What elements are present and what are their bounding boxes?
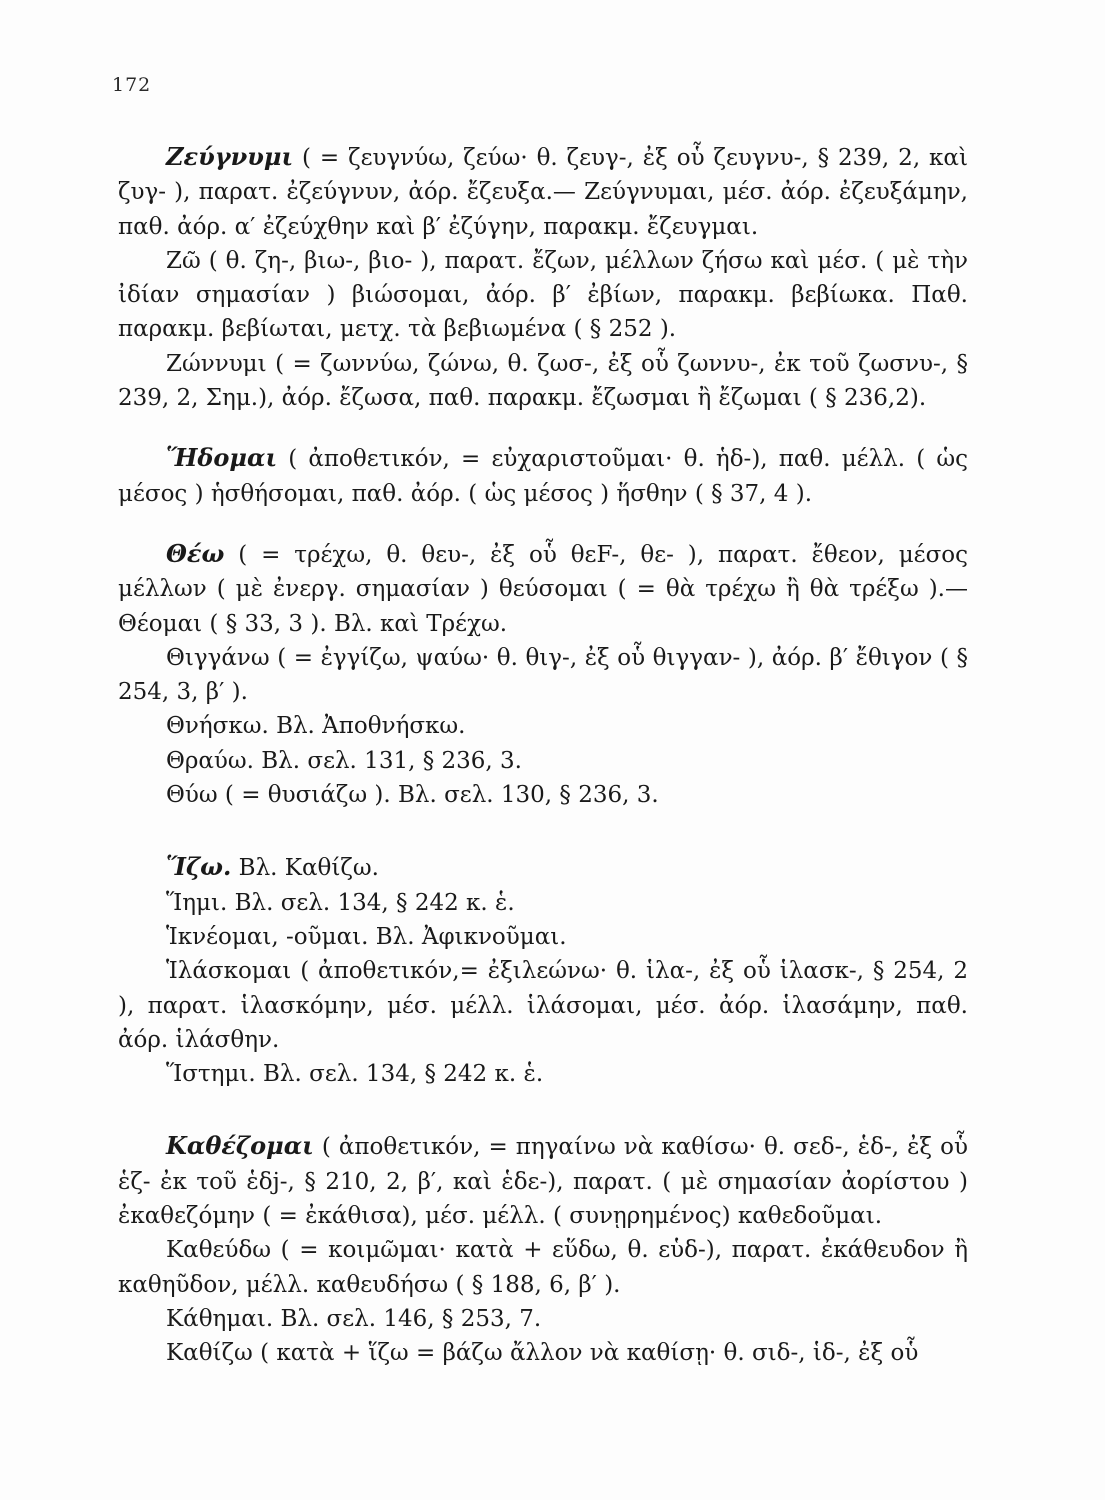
entry-hikneomai: Ἱκνέομαι, -οῦμαι. Βλ. Ἀφικνοῦμαι. <box>166 923 567 950</box>
entry-zo: Ζῶ ( θ. ζη-, βιω-, βιο- ), παρατ. ἔζων, μέλλων ζήσω καὶ μέσ. ( μὲ τὴν ἰδίαν σημασίαν ) βιώσομαι, ἀόρ. β′ ἐβίων, παρακμ. βεβίωκα. Παθ. παρακμ. βεβίωται, μετχ. τὰ βεβιωμένα ( § 252 ). <box>118 247 968 343</box>
entry-zonnymi: Ζώννυμι ( = ζωννύω, ζώνω, θ. ζωσ-, ἐξ οὗ ζωννυ-, ἐκ τοῦ ζωσνυ-, § 239, 2, Σημ.), ἀόρ. ἔζωσα, παθ. παρακμ. ἔζωσμαι ἢ ἔζωμαι ( § 236,2). <box>118 350 968 412</box>
entry-hiemi: Ἵημι. Βλ. σελ. 134, § 242 κ. ἑ. <box>166 889 515 916</box>
headword: Θέω <box>166 538 225 568</box>
entry-thnesko: Θνήσκω. Βλ. Ἀποθνήσκω. <box>166 713 466 740</box>
entry-theo <box>118 537 968 812</box>
headword: Καθέζομαι <box>166 1131 314 1161</box>
entry-text: ( ἀποθετικόν, = πηγαίνω νὰ καθίσω· θ. σεδ-, ἑδ-, ἐξ οὗ ἑζ- ἐκ τοῦ ἑδj-, § 210, 2, β′, καὶ ἑδε-), παρατ. ( μὲ σημασίαν ἀορίστου ) ἐκαθεζόμην ( = ἐκάθισα), μέσ. μέλλ. ( συνῃρημένος) καθεδοῦμαι. <box>118 1134 968 1230</box>
entry-thrauo: Θραύω. Βλ. σελ. 131, § 236, 3. <box>166 747 522 774</box>
entry-text: ( = ζευγνύω, ζεύω· θ. ζευγ-, ἐξ οὗ ζευγνυ-, § 239, 2, καὶ ζυγ- ), παρατ. ἐζεύγνυν, ἀόρ. ἔζευξα.— Ζεύγνυμαι, μέσ. ἀόρ. ἐζευξάμην, παθ. ἀόρ. α′ ἐζεύχθην καὶ β′ ἐζύγην, παρακμ. ἔζευγμαι. <box>118 145 968 240</box>
entry-hilaskomai: Ἱλάσκομαι ( ἀποθετικόν,= ἐξιλεώνω· θ. ἱλα-, ἐξ οὗ ἱλασκ-, § 254, 2 ), παρατ. ἱλασκόμην, μέσ. μέλλ. ἱλάσομαι, μέσ. ἀόρ. ἱλασάμην, παθ. ἀόρ. ἱλάσθην. <box>118 958 968 1053</box>
entry-text: ( = τρέχω, θ. θευ-, ἐξ οὗ θεF-, θε- ), παρατ. ἔθεον, μέσος μέλλων ( μὲ ἐνεργ. σημασίαν ) θεύσομαι ( = θὰ τρέχω ἢ θὰ τρέξω ).— Θέομαι ( § 33, 3 ). Βλ. καὶ Τρέχω. <box>118 541 968 637</box>
headword: Ἥδομαι <box>166 443 278 473</box>
entry-histemi: Ἵστημι. Βλ. σελ. 134, § 242 κ. ἑ. <box>166 1061 544 1088</box>
entry-kathezomai <box>118 1129 968 1370</box>
headword: Ζεύγνυμι <box>166 142 294 171</box>
entry-zeugnymi <box>118 140 968 415</box>
entry-text: ( ἀποθετικόν, = εὐχαριστοῦμαι· θ. ἡδ-), παθ. μέλλ. ( ὡς μέσος ) ἡσθήσομαι, παθ. ἀόρ. ( ὡς μέσος ) ἥσθην ( § 37, 4 ). <box>118 446 968 507</box>
entry-thigganoo: Θιγγάνω ( = ἐγγίζω, ψαύω· θ. θιγ-, ἐξ οὗ θιγγαν- ), ἀόρ. β′ ἔθιγον ( § 254, 3, β′ ). <box>118 644 968 706</box>
page-number: 172 <box>112 74 152 96</box>
entry-thyo: Θύω ( = θυσιάζω ). Βλ. σελ. 130, § 236, 3. <box>166 782 659 809</box>
entry-kathemai: Κάθημαι. Βλ. σελ. 146, § 253, 7. <box>166 1305 542 1332</box>
headword: Ἵζω. <box>166 852 232 882</box>
entry-text: Βλ. Καθίζω. <box>231 855 379 882</box>
entry-katheudo: Καθεύδω ( = κοιμῶμαι· κατὰ + εὕδω, θ. εὑδ-), παρατ. ἐκάθευδον ἢ καθηῦδον, μέλλ. καθευδήσω ( § 188, 6, β′ ). <box>118 1237 968 1298</box>
entry-kathizo: Καθίζω ( κατὰ + ἵζω = βάζω ἄλλον νὰ καθίσῃ· θ. σιδ-, ἱδ-, ἐξ οὗ <box>166 1340 919 1367</box>
entry-izo <box>118 850 968 1091</box>
dictionary-entries <box>118 140 968 1371</box>
entry-hedomai <box>118 441 968 511</box>
